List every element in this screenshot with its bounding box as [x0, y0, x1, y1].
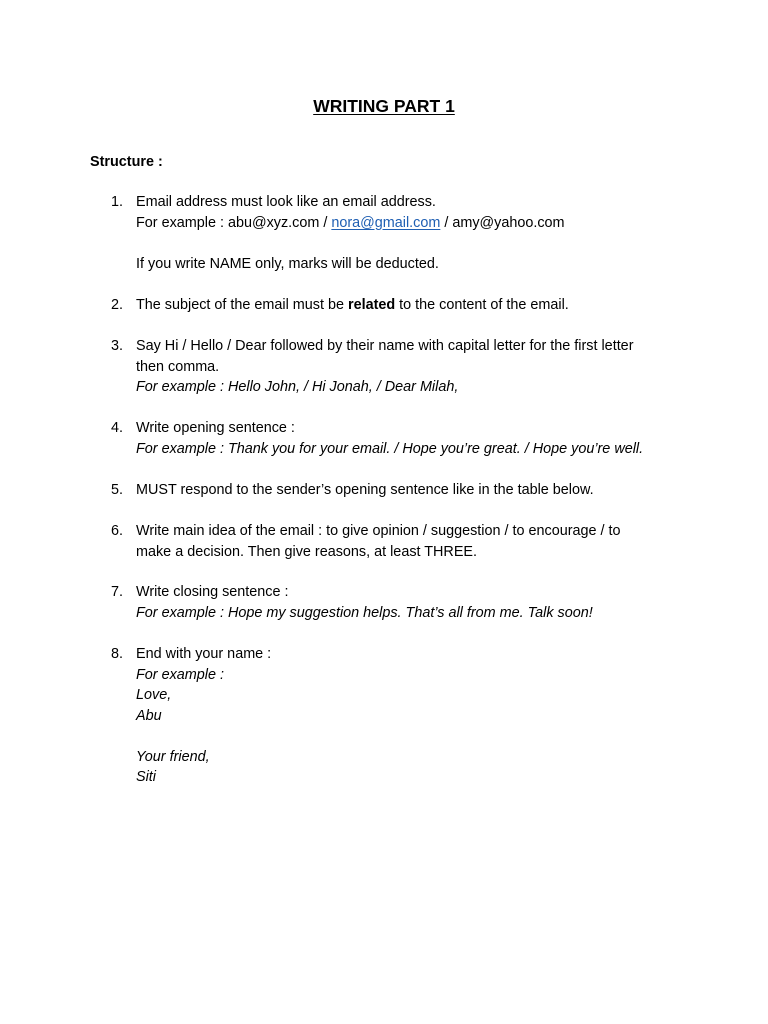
list-item-text: Write main idea of the email : to give opinion / suggestion / to encourage / to [136, 523, 621, 539]
page-title: WRITING PART 1 [313, 96, 455, 116]
emphasis-related: related [347, 297, 396, 313]
list-item-body [136, 295, 696, 316]
list-number: 8. [111, 646, 124, 662]
list-item-text: Write closing sentence : [136, 584, 289, 600]
list-number: 6. [111, 523, 124, 539]
list-item-body [136, 418, 696, 459]
email-example-line [136, 213, 696, 234]
list-item-text: Write opening sentence : [136, 420, 295, 436]
example-text: For example : Hello John, / Hi Jonah, / Dear Milah, [136, 379, 459, 395]
list-number: 7. [111, 584, 124, 600]
list-item-text: End with your name : [136, 646, 272, 662]
list-item-body [136, 336, 696, 398]
list-item-text [136, 295, 696, 316]
list-item-body [136, 644, 696, 788]
list-number: 5. [111, 482, 124, 498]
list-item-text: Say Hi / Hello / Dear followed by their name with capital letter for the first letter [136, 338, 634, 354]
list-number: 1. [111, 194, 124, 210]
sign-off-closing: Your friend, [136, 748, 210, 765]
list-item-body [136, 582, 696, 623]
list-item-body [136, 480, 696, 501]
sign-off-name: Abu [136, 707, 162, 724]
email-example-suffix: / amy@yahoo.com [440, 214, 565, 231]
text-part: The subject of the email must be [136, 297, 348, 313]
structure-heading: Structure : [90, 154, 163, 170]
example-text: For example : Hope my suggestion helps. That’s all from me. Talk soon! [136, 604, 593, 621]
sign-off-name: Siti [136, 769, 156, 785]
list-item-text: MUST respond to the sender’s opening sentence like in the table below. [136, 482, 594, 498]
deduction-note: If you write NAME only, marks will be deducted. [136, 255, 439, 272]
example-label: For example : [136, 666, 224, 683]
list-item-text: then comma. [136, 358, 220, 375]
list-number: 3. [111, 338, 124, 354]
list-number: 4. [111, 420, 124, 436]
list-item-text: make a decision. Then give reasons, at least THREE. [136, 543, 478, 560]
list-item-body [136, 192, 696, 274]
sign-off-closing: Love, [136, 687, 172, 703]
email-example-link[interactable]: nora@gmail.com [331, 214, 441, 231]
list-item-body [136, 521, 696, 562]
example-text: For example : Thank you for your email. / Hope you’re great. / Hope you’re well. [136, 440, 644, 457]
email-example-prefix: For example : abu@xyz.com / [136, 214, 332, 231]
list-item-text: Email address must look like an email address. [136, 194, 436, 210]
list-number: 2. [111, 297, 124, 313]
text-part: to the content of the email. [395, 297, 569, 313]
